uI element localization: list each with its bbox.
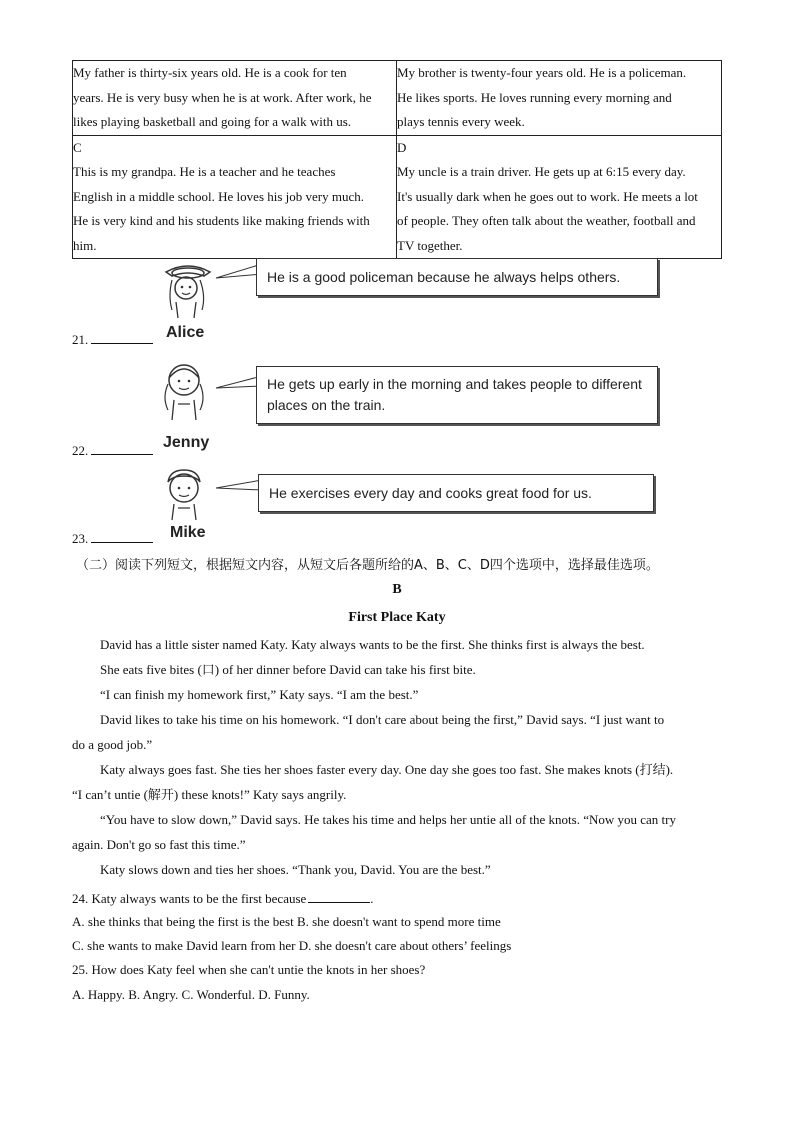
question-number: 23. bbox=[72, 531, 89, 546]
question-stem-end: . bbox=[370, 891, 374, 906]
bubble-text: He gets up early in the morning and takes people to different bbox=[267, 376, 642, 392]
passage-line: David has a little sister named Katy. Katy always wants to be the first. She thinks first is always the best. bbox=[100, 637, 645, 652]
alice-speech-bubble bbox=[256, 258, 658, 296]
passage-line: do a good job.” bbox=[72, 737, 153, 752]
cell-line: of people. They often talk about the weather, football and bbox=[397, 213, 696, 228]
question-24-options-row: C. she wants to make David learn from her D. she doesn't care about others’ feelings bbox=[72, 938, 512, 953]
section-letter: B bbox=[392, 582, 402, 597]
answer-blank[interactable] bbox=[91, 530, 153, 543]
table-cell-d bbox=[397, 135, 722, 259]
speaker-name: Jenny bbox=[163, 434, 210, 451]
passage-line: Katy slows down and ties her shoes. “Thank you, David. You are the best.” bbox=[100, 862, 491, 877]
cell-label: D bbox=[397, 139, 407, 155]
passage-line: “I can’t untie (解开) these knots!” Katy says angrily. bbox=[72, 787, 347, 802]
question-number: 21. bbox=[72, 332, 89, 347]
passage-line: Katy always goes fast. She ties her shoes faster every day. One day she goes too fast. She makes knots (打结). bbox=[100, 762, 674, 777]
cell-line: likes playing basketball and going for a walk with us. bbox=[73, 114, 352, 129]
answer-blank[interactable] bbox=[308, 890, 370, 903]
question-24 bbox=[72, 890, 374, 907]
cell-line: years. He is very busy when he is at work. After work, he bbox=[73, 89, 372, 105]
profile-table bbox=[72, 60, 722, 259]
cell-line: TV together. bbox=[397, 237, 463, 253]
answer-line-21 bbox=[72, 331, 153, 348]
mike-speech-bubble bbox=[258, 474, 654, 512]
table-cell-c bbox=[73, 135, 397, 259]
speaker-name: Mike bbox=[170, 524, 206, 541]
passage-line: “You have to slow down,” David says. He takes his time and helps her untie all of the knots. “Now you can try bbox=[100, 812, 676, 827]
cell-line: This is my grandpa. He is a teacher and he teaches bbox=[73, 164, 336, 179]
answer-line-23 bbox=[72, 530, 153, 547]
passage-title: First Place Katy bbox=[348, 610, 446, 625]
question-stem: 24. Katy always wants to be the first because bbox=[72, 891, 307, 906]
cell-line: My brother is twenty-four years old. He is a policeman. bbox=[397, 65, 687, 80]
table-cell-a bbox=[73, 61, 397, 136]
jenny-speech-bubble bbox=[256, 366, 658, 424]
answer-blank[interactable] bbox=[91, 331, 153, 344]
jenny-avatar-icon bbox=[158, 358, 212, 424]
table-cell-b bbox=[397, 61, 722, 136]
answer-line-22 bbox=[72, 442, 153, 459]
cell-line: My father is thirty-six years old. He is a cook for ten bbox=[73, 65, 347, 80]
question-25-options-row: A. Happy. B. Angry. C. Wonderful. D. Funny. bbox=[72, 987, 310, 1002]
alice-avatar-icon bbox=[160, 262, 216, 322]
passage-line: “I can finish my homework first,” Katy says. “I am the best.” bbox=[100, 687, 419, 702]
cell-line: He is very kind and his students like making friends with bbox=[73, 213, 370, 228]
passage-line: She eats five bites (口) of her dinner before David can take his first bite. bbox=[100, 662, 476, 677]
bubble-text: He exercises every day and cooks great food for us. bbox=[269, 485, 592, 501]
passage bbox=[72, 632, 724, 882]
cell-line: English in a middle school. He loves his job very much. bbox=[73, 188, 365, 204]
answer-blank[interactable] bbox=[91, 442, 153, 455]
passage-line: again. Don't go so fast this time.” bbox=[72, 837, 246, 852]
section-instruction: （二）阅读下列短文，根据短文内容，从短文后各题所给的A、B、C、D四个选项中，选择最佳选项。 bbox=[76, 558, 659, 573]
cell-line: plays tennis every week. bbox=[397, 114, 525, 129]
speech-tail bbox=[214, 478, 264, 496]
question-number: 22. bbox=[72, 443, 89, 458]
speaker-name: Alice bbox=[166, 324, 205, 341]
cell-line: him. bbox=[73, 237, 97, 253]
bubble-text: He is a good policeman because he always helps others. bbox=[267, 269, 621, 285]
cell-line: He likes sports. He loves running every morning and bbox=[397, 89, 672, 105]
bubble-text: places on the train. bbox=[267, 397, 386, 413]
question-24-options-row: A. she thinks that being the first is the best B. she doesn't want to spend more time bbox=[72, 914, 501, 929]
cell-label: C bbox=[73, 139, 82, 155]
passage-line: David likes to take his time on his homework. “I don't care about being the first,” David says. “I just want to bbox=[100, 712, 665, 727]
question-25: 25. How does Katy feel when she can't untie the knots in her shoes? bbox=[72, 962, 426, 977]
cell-line: My uncle is a train driver. He gets up at 6:15 every day. bbox=[397, 164, 686, 179]
cell-line: It's usually dark when he goes out to work. He meets a lot bbox=[397, 188, 698, 204]
mike-avatar-icon bbox=[160, 466, 210, 524]
